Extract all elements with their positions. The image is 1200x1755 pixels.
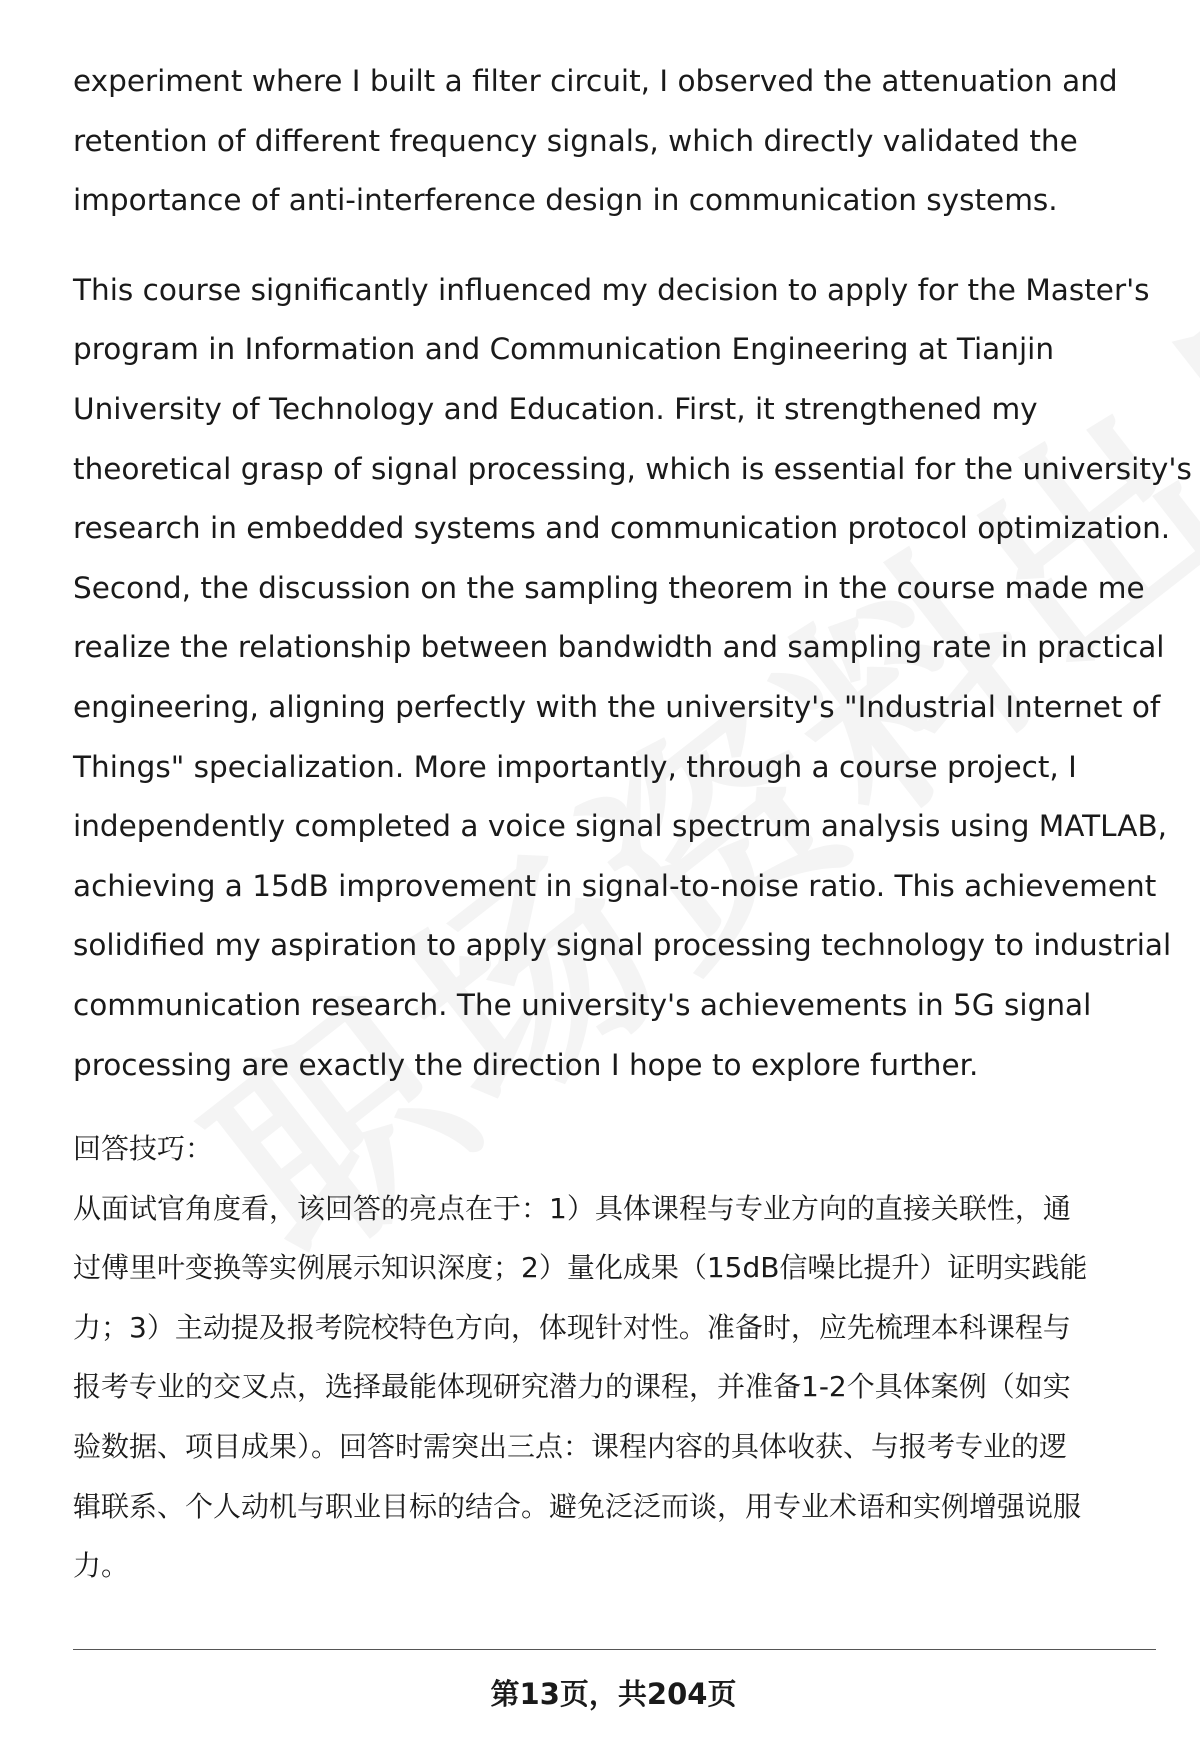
- paragraph-line: program in Information and Communication Engineering at Tianjin: [73, 332, 1055, 367]
- page-content: [73, 52, 1192, 1596]
- paragraph-line: solidified my aspiration to apply signal processing technology to industrial: [73, 928, 1172, 963]
- tips-line: 过傅里叶变换等实例展示知识深度；2）量化成果（15dB信噪比提升）证明实践能: [73, 1251, 1088, 1285]
- paragraph-continuation: [73, 52, 1153, 231]
- tips-line: 力。: [73, 1549, 130, 1583]
- tips-line: 验数据、项目成果）。回答时需突出三点：课程内容的具体收获、与报考专业的逻: [73, 1430, 1068, 1464]
- paragraph-course-influence: [73, 261, 1192, 1095]
- paragraph-line: Things" specialization. More importantly, through a course project, I: [73, 749, 1077, 784]
- tips-heading: 回答技巧：: [73, 1132, 214, 1166]
- paragraph-line: University of Technology and Education. First, it strengthened my: [73, 391, 1038, 426]
- tips-line: 力；3）主动提及报考院校特色方向，体现针对性。准备时，应先梳理本科课程与: [73, 1310, 1071, 1344]
- answer-tips-section: [73, 1119, 1153, 1596]
- paragraph-line: research in embedded systems and communication protocol optimization.: [73, 511, 1171, 546]
- paragraph-line: realize the relationship between bandwidth and sampling rate in practical: [73, 630, 1165, 665]
- paragraph-line: importance of anti-interference design in communication systems.: [73, 183, 1058, 218]
- tips-line: 辑联系、个人动机与职业目标的结合。避免泛泛而谈，用专业术语和实例增强说服: [73, 1489, 1082, 1523]
- paragraph-line: achieving a 15dB improvement in signal-to-noise ratio. This achievement: [73, 868, 1157, 903]
- paragraph-line: engineering, aligning perfectly with the university's "Industrial Internet of: [73, 689, 1161, 724]
- paragraph-line: theoretical grasp of signal processing, which is essential for the university's: [73, 451, 1192, 486]
- paragraph-line: Second, the discussion on the sampling theorem in the course made me: [73, 570, 1145, 605]
- paragraph-line: communication research. The university's achievements in 5G signal: [73, 987, 1092, 1022]
- paragraph-line: This course significantly influenced my decision to apply for the Master's: [73, 272, 1150, 307]
- footer-divider: [73, 1649, 1156, 1650]
- tips-line: 从面试官角度看，该回答的亮点在于：1）具体课程与专业方向的直接关联性，通: [73, 1191, 1071, 1225]
- paragraph-line: processing are exactly the direction I hope to explore further.: [73, 1047, 979, 1082]
- page-number: 第13页，共204页: [490, 1677, 737, 1711]
- paragraph-line: experiment where I built a filter circuit, I observed the attenuation and: [73, 64, 1118, 98]
- paragraph-line: retention of different frequency signals, which directly validated the: [73, 123, 1078, 158]
- tips-line: 报考专业的交叉点，选择最能体现研究潜力的课程，并准备1-2个具体案例（如实: [73, 1370, 1071, 1404]
- paragraph-line: independently completed a voice signal spectrum analysis using MATLAB,: [73, 809, 1168, 844]
